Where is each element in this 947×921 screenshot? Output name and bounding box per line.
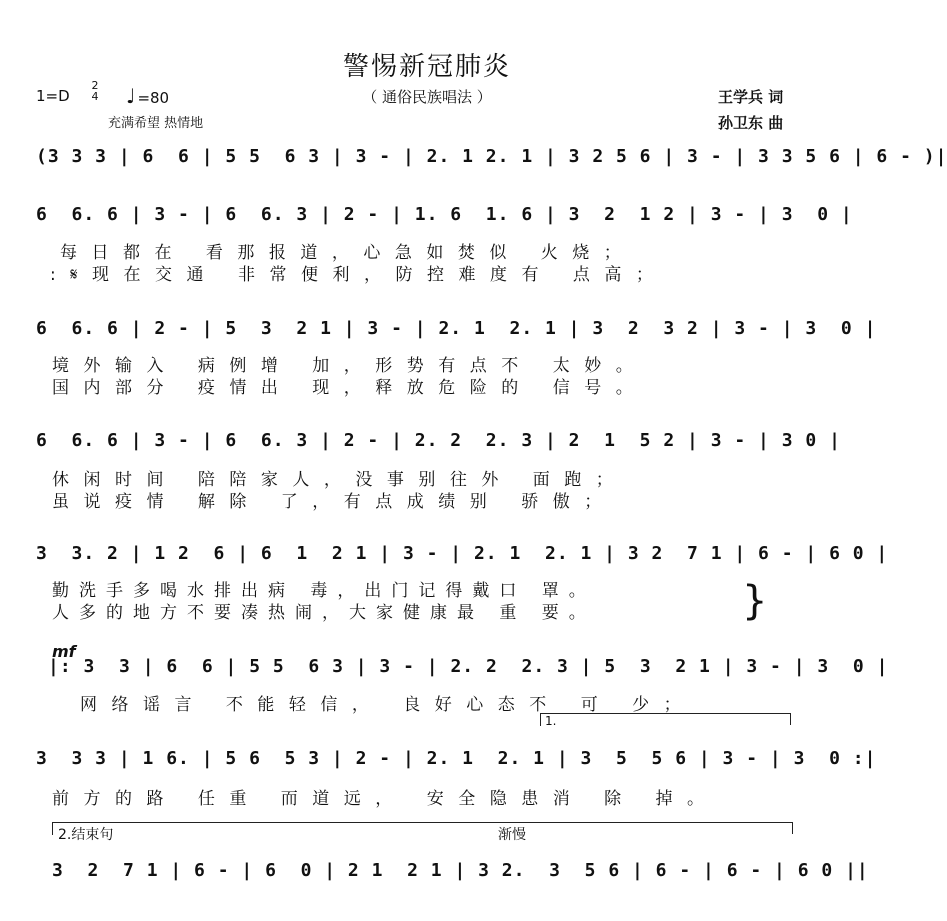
lyric-line-3a: 休闲时间 陪陪家人，没事别往外 面跑；: [52, 470, 628, 490]
staff-1: 6 6. 6 | 3 - | 6 6. 3 | 2 - | 1. 6 1. 6 | 3 2 1 2 | 3 - | 3 0 |: [36, 204, 853, 225]
lyric-line-1a: 每日都在 看那报道，心急如焚似 火烧；: [60, 243, 636, 263]
lyric-line-2b: 国内部分 疫情出 现，释放危险的 信号。: [52, 378, 648, 398]
tempo-value: =80: [137, 89, 170, 107]
lyric-line-3b: 虽说疫情 解除 了，有点成绩别 骄傲；: [52, 492, 616, 512]
composer-credit: 孙卫东 曲: [718, 114, 784, 132]
song-title: 警惕新冠肺炎: [342, 52, 511, 82]
volta-2-bracket: [52, 822, 793, 835]
lyricist-credit: 王学兵 词: [718, 88, 784, 106]
staff-intro: (3 3 3 | 6 6 | 5 5 6 3 | 3 - | 2. 1 2. 1 | 3 2 5 6 | 3 - | 3 3 5 6 | 6 - )|: [36, 146, 947, 167]
ritardando-marking: 渐慢: [498, 827, 526, 843]
quarter-note-icon: ♩: [126, 84, 136, 108]
dynamic-marking: mf: [52, 642, 76, 661]
volta-2-end: [792, 822, 793, 834]
key-signature: 1=D: [36, 87, 70, 105]
lyric-brace: }: [742, 578, 768, 624]
staff-4: 3 3. 2 | 1 2 6 | 6 1 2 1 | 3 - | 2. 1 2. 1 | 3 2 7 1 | 6 - | 6 0 |: [36, 543, 889, 564]
song-subtitle: （ 通俗民族唱法 ）: [362, 88, 492, 106]
volta-1-end: [790, 713, 791, 725]
staff-2: 6 6. 6 | 2 - | 5 3 2 1 | 3 - | 2. 1 2. 1 | 3 2 3 2 | 3 - | 3 0 |: [36, 318, 877, 339]
tempo-marking: [126, 84, 169, 108]
staff-5: |: 3 3 | 6 6 | 5 5 6 3 | 3 - | 2. 2 2. 3 | 5 3 2 1 | 3 - | 3 0 |: [48, 656, 889, 677]
time-signature-bottom: 4: [91, 90, 99, 103]
volta-1-label: 1.: [545, 714, 557, 728]
lyric-line-4b: 人多的地方不要凑热闹，大家健康最 重 要。: [52, 603, 596, 623]
volta-2-label: 2.结束句: [58, 827, 114, 843]
lyric-line-2a: 境外输入 病例增 加，形势有点不 太妙。: [52, 356, 648, 376]
mood-marking: 充满希望 热情地: [108, 116, 204, 131]
lyric-line-5: 网络谣言 不能轻信， 良好心态不 可 少；: [80, 695, 696, 715]
time-signature: [90, 80, 100, 102]
time-signature-top: 2: [91, 79, 99, 92]
staff-3: 6 6. 6 | 3 - | 6 6. 3 | 2 - | 2. 2 2. 3 | 2 1 5 2 | 3 - | 3 0 |: [36, 430, 841, 451]
lyric-line-6: 前方的路 任重 而道远， 安全隐患消 除 掉。: [52, 789, 719, 809]
volta-1-bracket: [540, 713, 791, 726]
staff-6: 3 3 3 | 1 6. | 5 6 5 3 | 2 - | 2. 1 2. 1 | 3 5 5 6 | 3 - | 3 0 :|: [36, 748, 877, 769]
lyric-line-1b: :𝄋现在交通 非常便利，防控难度有 点高；: [50, 265, 668, 285]
lyric-line-4a: 勤洗手多喝水排出病 毒，出门记得戴口 罩。: [52, 581, 596, 601]
staff-7: 3 2 7 1 | 6 - | 6 0 | 2 1 2 1 | 3 2. 3 5 6 | 6 - | 6 - | 6 0 ||: [52, 860, 869, 881]
